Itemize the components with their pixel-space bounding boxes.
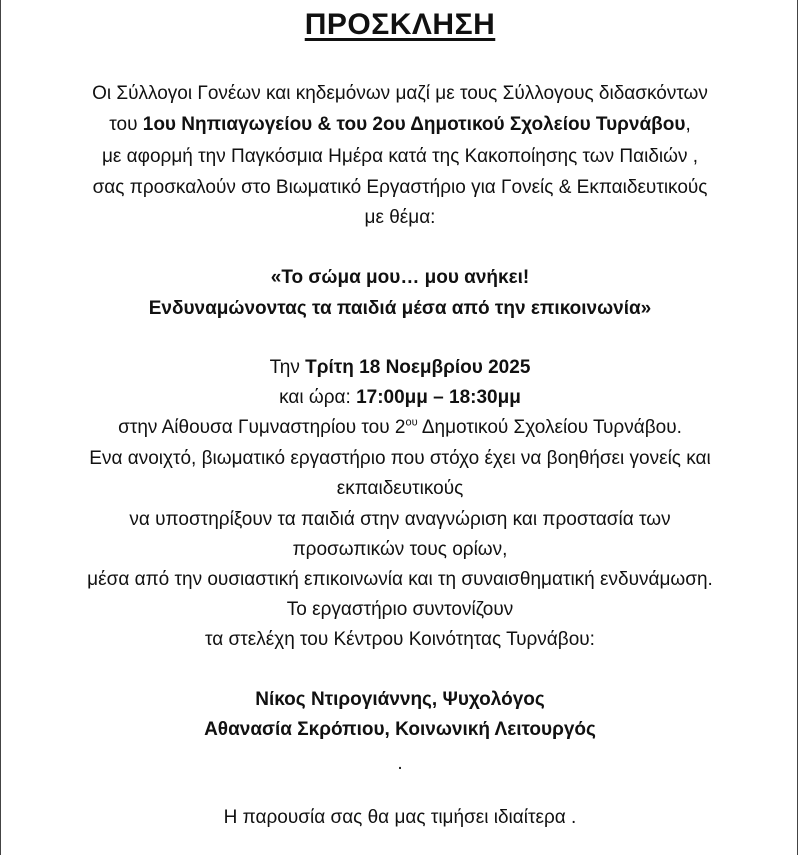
closing-line: Η παρουσία σας θα μας τιμήσει ιδιαίτερα . (223, 807, 577, 828)
intro-line-4: σας προσκαλούν στο Βιωματικό Εργαστήριο για Γονείς & Εκπαιδευτικούς (92, 177, 708, 198)
intro-line-5: με θέμα: (364, 207, 436, 228)
theme-line-2: Ενδυναμώνοντας τα παιδιά μέσα από την επικοινωνία» (148, 298, 652, 319)
intro-line-1: Οι Σύλλογοι Γονέων και κηδεμόνων μαζί με τους Σύλλογους διδασκόντων (92, 83, 708, 104)
body-line-4: προσωπικών τους ορίων, (292, 539, 508, 560)
theme-line-1: «Το σώμα μου… μου ανήκει! (270, 267, 530, 288)
event-location-prefix: στην Αίθουσα Γυμναστηρίου του 2 (118, 417, 406, 438)
event-location-sup: ου (405, 416, 418, 429)
body-line-7: τα στελέχη του Κέντρου Κοινότητας Τυρνάβου: (205, 629, 595, 650)
event-date-value: Τρίτη 18 Νοεμβρίου 2025 (305, 357, 531, 378)
event-date-prefix: Την (269, 357, 306, 378)
speaker-1: Νίκος Ντιρογιάννης, Ψυχολόγος (255, 689, 545, 710)
document-title: ΠΡΟΣΚΛΗΣΗ (304, 8, 496, 41)
body-line-2: εκπαιδευτικούς (336, 478, 464, 499)
schools-names: 1ου Νηπιαγωγείου & του 2ου Δημοτικού Σχολείου Τυρνάβου (142, 114, 686, 135)
intro-line-3: με αφορμή την Παγκόσμια Ημέρα κατά της Κακοποίησης των Παιδιών , (101, 146, 699, 167)
body-line-5: μέσα από την ουσιαστική επικοινωνία και τη συναισθηματική ενδυνάμωση. (87, 569, 713, 590)
event-time-value: 17:00μμ – 18:30μμ (356, 387, 521, 408)
intro-line-2 (0, 113, 800, 137)
event-date (0, 356, 800, 380)
event-time (0, 386, 800, 410)
intro-line-2-prefix: του (109, 114, 143, 135)
event-location (0, 416, 800, 440)
separator-dot: . (397, 753, 403, 774)
event-time-prefix: και ώρα: (279, 387, 357, 408)
intro-line-2-suffix: , (685, 114, 691, 135)
event-location-suffix: Δημοτικού Σχολείου Τυρνάβου. (417, 417, 682, 438)
body-line-1: Ενα ανοιχτό, βιωματικό εργαστήριο που στόχο έχει να βοηθήσει γονείς και (89, 448, 711, 469)
body-line-6: Το εργαστήριο συντονίζουν (286, 599, 514, 620)
speaker-2: Αθανασία Σκρόπιου, Κοινωνική Λειτουργός (204, 719, 596, 740)
body-line-3: να υποστηρίξουν τα παιδιά στην αναγνώριση και προστασία των (129, 509, 671, 530)
